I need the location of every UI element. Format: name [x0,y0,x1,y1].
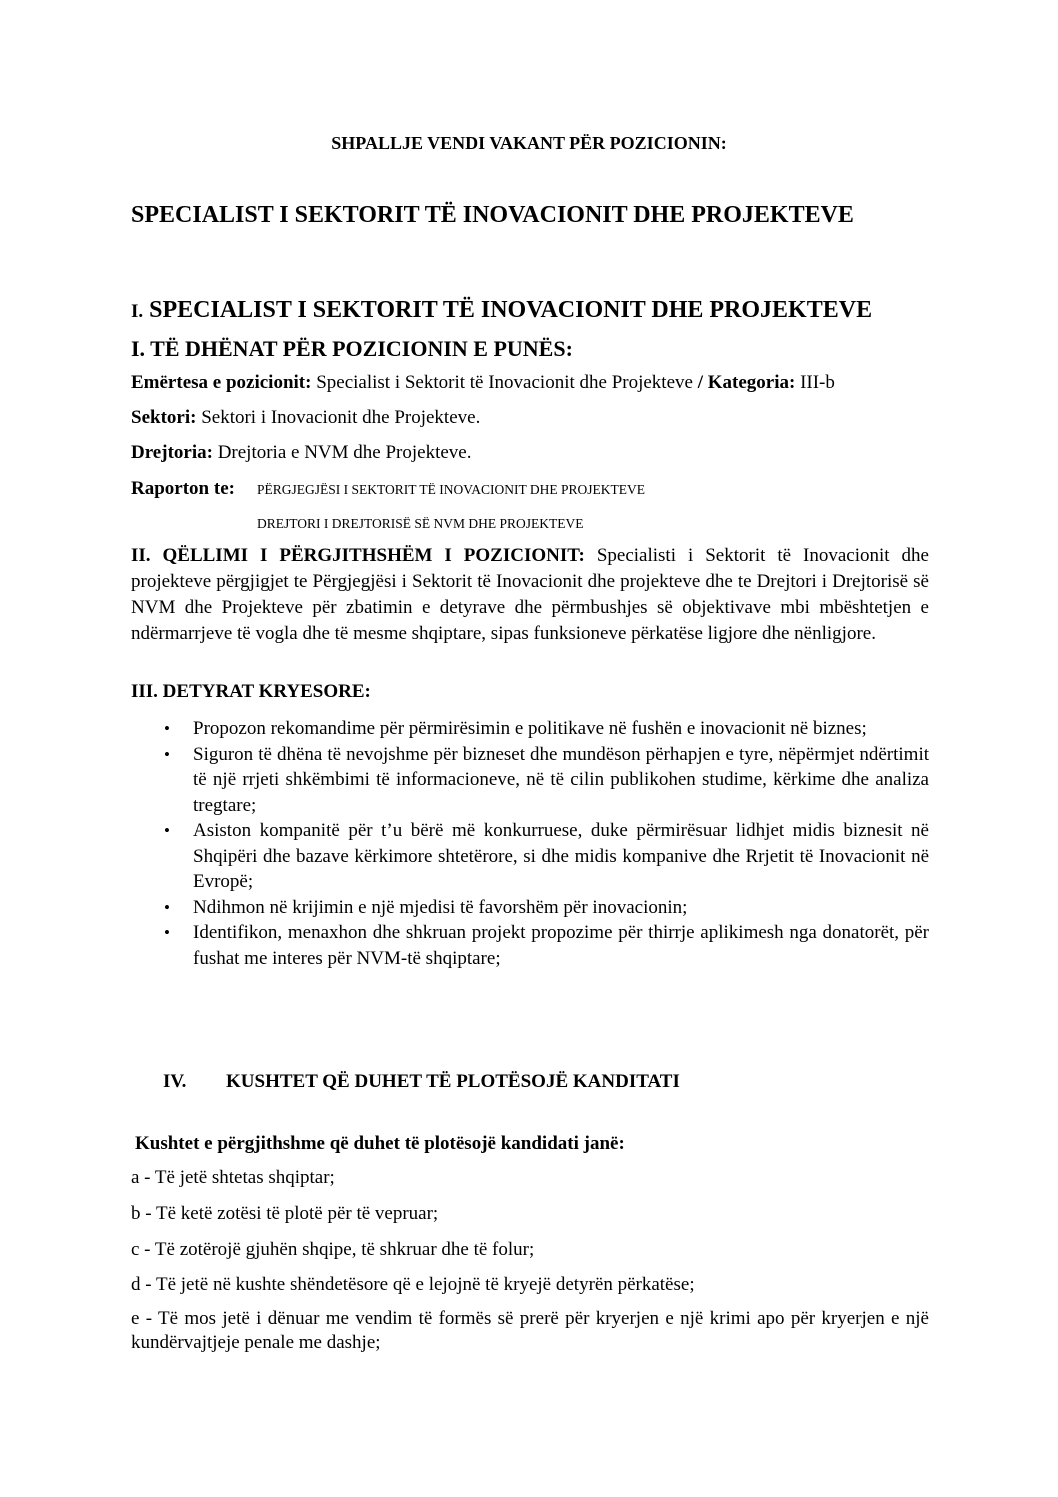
bullet-icon: • [164,821,170,840]
sector-label: Sektori: [131,407,197,428]
section-prefix: I. [131,301,144,322]
reports-to-label: Raporton te: [131,478,235,499]
reports-to-line-2: DREJTORI I DREJTORISË SË NVM DHE PROJEKTEVE [257,516,584,531]
purpose-label: II. QËLLIMI I PËRGJITHSHËM I POZICIONIT: [131,545,585,566]
position-data-heading: I. TË DHËNAT PËR POZICIONIN E PUNËS: [131,336,573,361]
category-value: III-b [795,372,835,393]
sector-line [131,405,480,430]
bullet-icon: • [164,719,170,738]
condition-item: b - Të ketë zotësi të plotë për të vepruar; [131,1203,439,1224]
position-title: SPECIALIST I SEKTORIT TË INOVACIONIT DHE PROJEKTEVE [131,202,854,228]
section-title: SPECIALIST I SEKTORIT TË INOVACIONIT DHE PROJEKTEVE [149,297,873,323]
conditions-numeral: IV. [163,1071,187,1092]
condition-item: c - Të zotërojë gjuhën shqipe, të shkruar dhe të folur; [131,1239,535,1260]
duty-text: Ndihmon në krijimin e një mjedisi të favorshëm për inovacionin; [193,896,688,918]
directorate-line [131,440,471,465]
duties-heading: III. DETYRAT KRYESORE: [131,681,371,702]
condition-item: e - Të mos jetë i dënuar me vendim të formës së prerë për kryerjen e një krimi apo për kryerjen e një kundërvajtjeje penale me dashje; [131,1308,929,1353]
duty-text: Siguron të dhëna të nevojshme për bizneset dhe mundëson përhapjen e tyre, nëpërmjet ndërtimit të një rrjeti shkëmbimi të informacioneve, në të cilin publikohen studime, kërkime dhe analiza tregtare; [193,743,929,816]
bullet-icon: • [164,923,170,942]
condition-item: a - Të jetë shtetas shqiptar; [131,1167,335,1188]
duties-list [131,716,929,971]
bullet-icon: • [164,897,170,917]
position-name-line [131,370,835,395]
duty-item [131,818,929,895]
general-conditions-heading: Kushtet e përgjithshme që duhet të plotësojë kandidati janë: [135,1133,625,1154]
position-name-value: Specialist i Sektorit të Inovacionit dhe Projekteve [311,372,698,393]
duty-text: Asiston kompanitë për t’u bërë më konkurruese, duke përmirësuar lidhjet midis biznesit në Shqipëri dhe bazave kërkimore shtetërore, si dhe midis kompanive dhe Rrjetit të Inovacionit në Evropë; [193,820,929,892]
duty-text: Propozon rekomandime për përmirësimin e politikave në fushën e inovacionit në biznes; [193,718,867,739]
category-label: Kategoria: [702,372,796,393]
directorate-value: Drejtoria e NVM dhe Projekteve. [212,442,472,463]
section-main-heading [131,295,872,325]
condition-item: d - Të jetë në kushte shëndetësore që e lejojnë të kryejë detyrën përkatëse; [131,1274,695,1295]
duty-text: Identifikon, menaxhon dhe shkruan projekt propozime për thirrje aplikimesh nga donatorët, për fushat me interes për NVM-të shqiptare; [193,922,929,969]
bullet-icon: • [164,744,170,764]
purpose-text: Specialisti i Sektorit të Inovacionit dhe projekteve përgjigjet te Përgjegjësi i Sektorit të Inovacionit dhe projekteve dhe te Drejtori i Drejtorisë së NVM dhe Projekteve për zbatimin e detyrave dhe përmbushjes së objektivave mbi mbështetjen e ndërmarrjeve të vogla dhe të mesme shqiptare, sipas funksioneve përkatëse ligjore dhe nënligjore. [131,545,929,644]
duty-item [131,742,929,819]
duty-item [131,895,929,921]
announcement-heading: SHPALLJE VENDI VAKANT PËR POZICIONIN: [331,133,727,153]
duty-item [131,716,929,742]
duty-item [131,920,929,971]
purpose-paragraph [131,543,929,647]
slash-separator: / [697,372,703,393]
conditions-heading: KUSHTET QË DUHET TË PLOTËSOJË KANDITATI [226,1071,680,1092]
reports-to-line-1: PËRGJEGJËSI I SEKTORIT TË INOVACIONIT DHE PROJEKTEVE [257,482,646,497]
sector-value: Sektori i Inovacionit dhe Projekteve. [196,407,481,428]
position-name-label: Emërtesa e pozicionit: [131,372,312,393]
directorate-label: Drejtoria: [131,442,213,463]
